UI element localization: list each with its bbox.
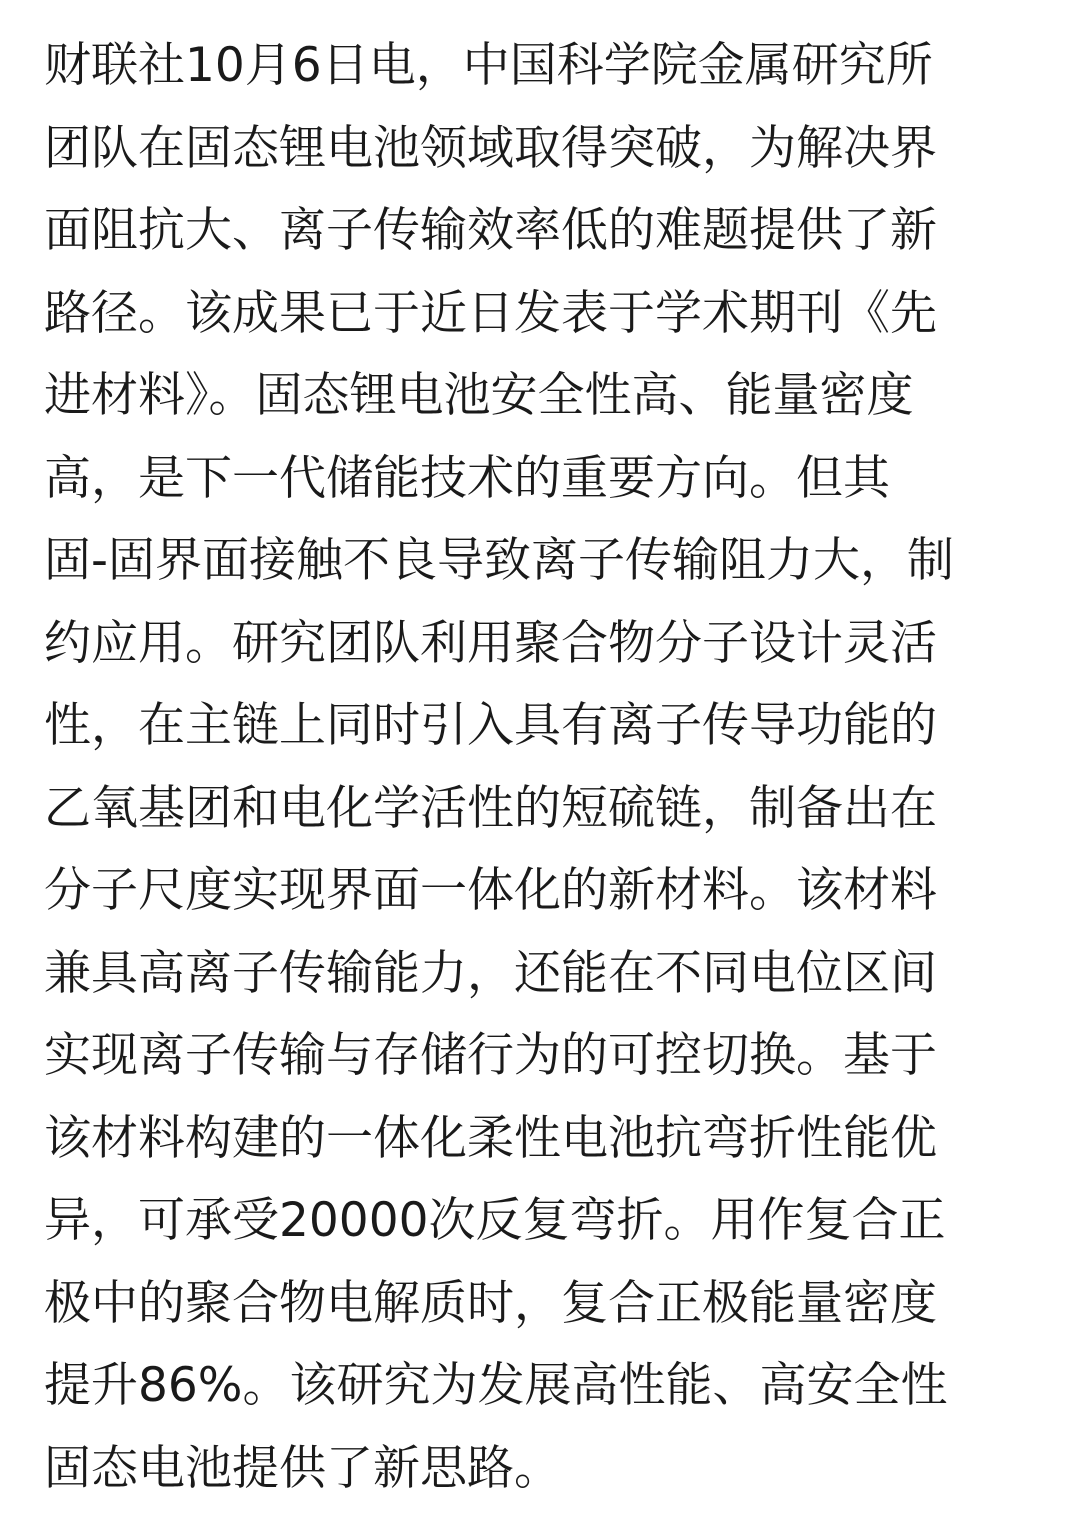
article-line: 提升86%。该研究为发展高性能、高安全性 bbox=[44, 1358, 948, 1413]
article-line: 该材料构建的一体化柔性电池抗弯折性能优 bbox=[44, 1110, 937, 1166]
article-line: 财联社10月6日电，中国科学院金属研究所 bbox=[44, 38, 933, 93]
article-line: 团队在固态锂电池领域取得突破，为解决界 bbox=[44, 120, 937, 176]
article-line: 固-固界面接触不良导致离子传输阻力大，制 bbox=[44, 533, 954, 588]
article-line: 分子尺度实现界面一体化的新材料。该材料 bbox=[44, 863, 937, 918]
article-line: 实现离子传输与存储行为的可控切换。基于 bbox=[44, 1028, 937, 1083]
article-line: 乙氧基团和电化学活性的短硫链，制备出在 bbox=[44, 780, 937, 836]
article-line: 进材料》。固态锂电池安全性高、能量密度 bbox=[44, 368, 914, 423]
article-line: 异，可承受20000次反复弯折。用作复合正 bbox=[44, 1193, 946, 1248]
article-line: 高，是下一代储能技术的重要方向。但其 bbox=[44, 450, 890, 506]
article-body bbox=[44, 25, 1054, 1510]
article-line: 面阻抗大、离子传输效率低的难题提供了新 bbox=[44, 203, 937, 258]
article-line: 约应用。研究团队利用聚合物分子设计灵活 bbox=[44, 615, 937, 671]
article-line: 路径。该成果已于近日发表于学术期刊《先 bbox=[44, 285, 937, 341]
article-line: 固态电池提供了新思路。 bbox=[44, 1440, 561, 1496]
article-line: 性，在主链上同时引入具有离子传导功能的 bbox=[44, 698, 937, 753]
article-line: 极中的聚合物电解质时，复合正极能量密度 bbox=[44, 1275, 937, 1331]
article-line: 兼具高离子传输能力，还能在不同电位区间 bbox=[44, 945, 937, 1001]
